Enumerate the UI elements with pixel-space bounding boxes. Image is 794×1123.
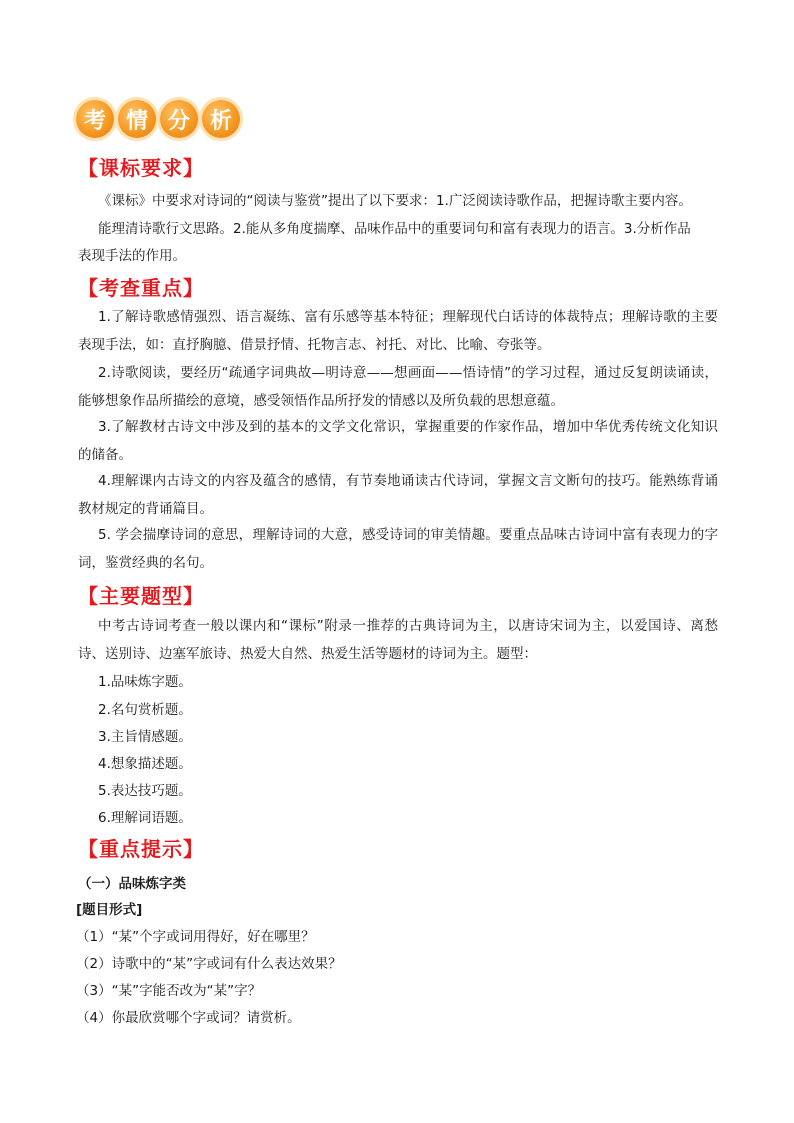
question-line: （3）“某”字能否改为“某”字？	[76, 983, 262, 999]
tishi-subheading: （一）品味炼字类	[78, 876, 186, 892]
tixing-type: 4.想象描述题。	[98, 756, 192, 772]
section-title-kebiao: 【课标要求】	[78, 156, 204, 180]
kaocha-item: 1.了解诗歌感情强烈、语言凝练、富有乐感等基本特征；理解现代白话诗的体裁特点；理解诗歌的主要表现手法，如：直抒胸臆、借景抒情、托物言志、衬托、对比、比喻、夸张等。	[78, 309, 718, 353]
kebiao-line: 表现手法的作用。	[78, 248, 186, 264]
kebiao-line: 《课标》中要求对诗词的“阅读与鉴赏”提出了以下要求：1.广泛阅读诗歌作品，把握诗歌主要内容。	[98, 193, 692, 209]
section-title-tishi: 【重点提示】	[78, 837, 204, 861]
banner-char: 情	[118, 100, 156, 138]
kaocha-item: 5. 学会揣摩诗词的意思，理解诗词的大意，感受诗词的审美情趣。要重点品味古诗词中富有表现力的字词，鉴赏经典的名句。	[78, 527, 718, 571]
banner-char: 考	[76, 100, 114, 138]
kebiao-line: 能理清诗歌行文思路。2.能从多角度揣摩、品味作品中的重要词句和富有表现力的语言。3.分析作品	[98, 221, 691, 237]
banner-char: 析	[202, 100, 240, 138]
kaocha-item: 4.理解课内古诗文的内容及蕴含的感情，有节奏地诵读古代诗词，掌握文言文断句的技巧。能熟练背诵教材规定的背诵篇目。	[78, 473, 718, 517]
form-label: [题目形式]	[76, 902, 143, 918]
section-title-kaocha: 【考查重点】	[78, 276, 204, 300]
banner-char: 分	[160, 100, 198, 138]
section-title-tixing: 【主要题型】	[78, 584, 204, 608]
tixing-intro: 中考古诗词考查一般以课内和“课标”附录一推荐的古典诗词为主，以唐诗宋词为主，以爱国诗、离愁诗、送别诗、边塞军旅诗、热爱大自然、热爱生活等题材的诗词为主。题型：	[78, 618, 718, 662]
tixing-type: 2.名句赏析题。	[98, 702, 192, 718]
question-line: （2）诗歌中的“某”字或词有什么表达效果？	[76, 956, 342, 972]
question-line: （4）你最欣赏哪个字或词？请赏析。	[76, 1010, 301, 1026]
kaocha-item: 2.诗歌阅读，要经历“疏通字词典故—明诗意——想画面——悟诗情”的学习过程，通过反复朗读诵读，能够想象作品所描绘的意境，感受领悟作品所抒发的情感以及所负载的思想意蕴。	[78, 365, 718, 409]
tixing-type: 6.理解词语题。	[98, 810, 192, 826]
kaocha-item: 3.了解教材古诗文中涉及到的基本的文学文化常识，掌握重要的作家作品，增加中华优秀传统文化知识的储备。	[78, 419, 718, 463]
section-banner	[76, 96, 244, 142]
tixing-type: 5.表达技巧题。	[98, 783, 192, 799]
tixing-type: 1.品味炼字题。	[98, 674, 192, 690]
tixing-type: 3.主旨情感题。	[98, 729, 192, 745]
question-line: （1）“某”个字或词用得好，好在哪里？	[76, 929, 315, 945]
